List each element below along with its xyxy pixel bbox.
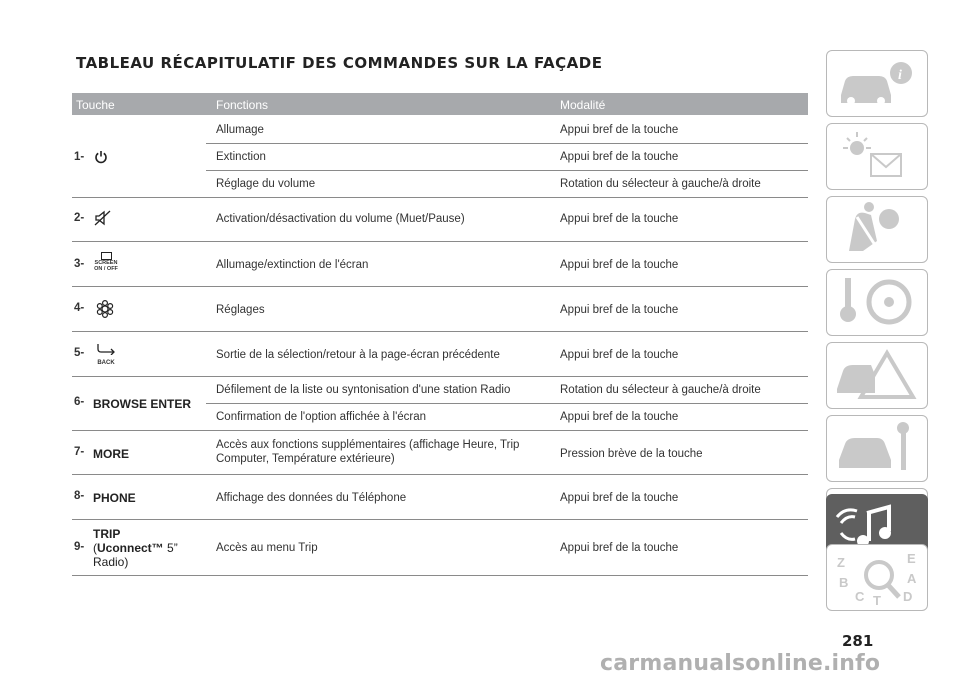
- screen-onoff-icon: [94, 252, 118, 272]
- icon-label: SCREEN: [94, 260, 118, 266]
- index-search-icon: [827, 545, 927, 610]
- function-text: Sortie de la sélection/retour à la page-écran précédente: [216, 349, 500, 361]
- icon-label: BACK: [97, 360, 115, 366]
- modality-text: Appui bref de la touche: [560, 411, 679, 423]
- row-divider: [72, 474, 808, 475]
- svg-text:i: i: [898, 68, 902, 83]
- function-text: Accès au menu Trip: [216, 542, 318, 554]
- key-label: BROWSE ENTER: [93, 397, 192, 411]
- row-divider: [206, 170, 808, 171]
- page-number: 281: [842, 632, 874, 650]
- car-hazard-triangle-icon: [827, 343, 927, 408]
- key-label-line3: Radio): [93, 555, 129, 569]
- function-text: Réglages: [216, 304, 265, 316]
- function-text: Affichage des données du Téléphone: [216, 492, 407, 504]
- key-label: TRIP: [93, 527, 121, 541]
- settings-gear-icon: [95, 299, 115, 319]
- key-label-line2: (Uconnect™ 5”: [93, 541, 178, 555]
- car-info-icon: [827, 51, 927, 116]
- modality-text: Rotation du sélecteur à gauche/à droite: [560, 384, 761, 396]
- index-letter: C: [855, 589, 865, 604]
- row-divider: [206, 143, 808, 144]
- row-divider: [72, 575, 808, 576]
- function-text: Défilement de la liste ou syntonisation d'une station Radio: [216, 384, 511, 396]
- index-letter: T: [873, 593, 881, 608]
- modality-text: Appui bref de la touche: [560, 213, 679, 225]
- row-number: 5-: [74, 347, 85, 359]
- row-divider: [72, 376, 808, 377]
- index-letter: B: [839, 575, 849, 590]
- function-text: Extinction: [216, 151, 266, 163]
- row-number: 6-: [74, 396, 85, 408]
- modality-text: Appui bref de la touche: [560, 124, 679, 136]
- row-number: 2-: [74, 212, 85, 224]
- key-label: MORE: [93, 447, 129, 461]
- header-touche: Touche: [76, 98, 115, 112]
- key-steering-wheel-icon: [827, 270, 927, 335]
- row-number: 8-: [74, 490, 85, 502]
- tab-maintenance[interactable]: [826, 415, 928, 482]
- row-number: 1-: [74, 151, 85, 163]
- modality-text: Appui bref de la touche: [560, 542, 679, 554]
- row-number: 3-: [74, 258, 85, 270]
- table-header: [72, 93, 808, 115]
- row-number: 9-: [74, 541, 85, 553]
- function-text: Activation/désactivation du volume (Muet/Pause): [216, 213, 465, 225]
- index-letter: D: [903, 589, 913, 604]
- warning-lights-message-icon: [827, 124, 927, 189]
- tab-emergency[interactable]: [826, 342, 928, 409]
- modality-text: Appui bref de la touche: [560, 304, 679, 316]
- car-maintenance-tools-icon: [827, 416, 927, 481]
- row-divider: [72, 430, 808, 431]
- screen-shape: [101, 252, 112, 260]
- index-letter: A: [907, 571, 917, 586]
- header-fonctions: Fonctions: [216, 98, 269, 112]
- mute-icon: [94, 210, 112, 226]
- modality-text: Appui bref de la touche: [560, 151, 679, 163]
- function-text: Confirmation de l'option affichée à l'écran: [216, 411, 427, 423]
- row-divider: [72, 519, 808, 520]
- header-modalite: Modalité: [560, 98, 606, 112]
- index-letter: E: [907, 551, 916, 566]
- function-text: Réglage du volume: [216, 178, 316, 190]
- key-label: PHONE: [93, 491, 136, 505]
- row-number: 7-: [74, 446, 85, 458]
- seatbelt-airbag-icon: [827, 197, 927, 262]
- row-divider: [72, 286, 808, 287]
- row-divider: [72, 197, 808, 198]
- function-text: Computer, Température extérieure): [216, 453, 395, 465]
- function-text: Allumage/extinction de l'écran: [216, 259, 369, 271]
- tab-warning-lights[interactable]: [826, 123, 928, 190]
- row-number: 4-: [74, 302, 85, 314]
- back-icon: [94, 342, 118, 366]
- modality-text: Appui bref de la touche: [560, 349, 679, 361]
- function-text: Accès aux fonctions supplémentaires (affichage Heure, Trip: [216, 439, 520, 451]
- row-divider: [72, 331, 808, 332]
- page-title: TABLEAU RÉCAPITULATIF DES COMMANDES SUR LA FAÇADE: [76, 54, 603, 72]
- power-icon: [94, 150, 108, 164]
- icon-label: ON / OFF: [94, 266, 118, 272]
- row-divider: [72, 241, 808, 242]
- modality-text: Rotation du sélecteur à gauche/à droite: [560, 178, 761, 190]
- modality-text: Pression brève de la touche: [560, 448, 703, 460]
- modality-text: Appui bref de la touche: [560, 492, 679, 504]
- tab-starting-driving[interactable]: [826, 269, 928, 336]
- modality-text: Appui bref de la touche: [560, 259, 679, 271]
- tab-car-info[interactable]: [826, 50, 928, 117]
- back-arrow-shape: [95, 343, 117, 355]
- watermark: carmanualsonline.info: [600, 651, 881, 676]
- index-letter: Z: [837, 555, 845, 570]
- function-text: Allumage: [216, 124, 264, 136]
- tab-safety[interactable]: [826, 196, 928, 263]
- row-divider: [206, 403, 808, 404]
- tab-index[interactable]: [826, 544, 928, 611]
